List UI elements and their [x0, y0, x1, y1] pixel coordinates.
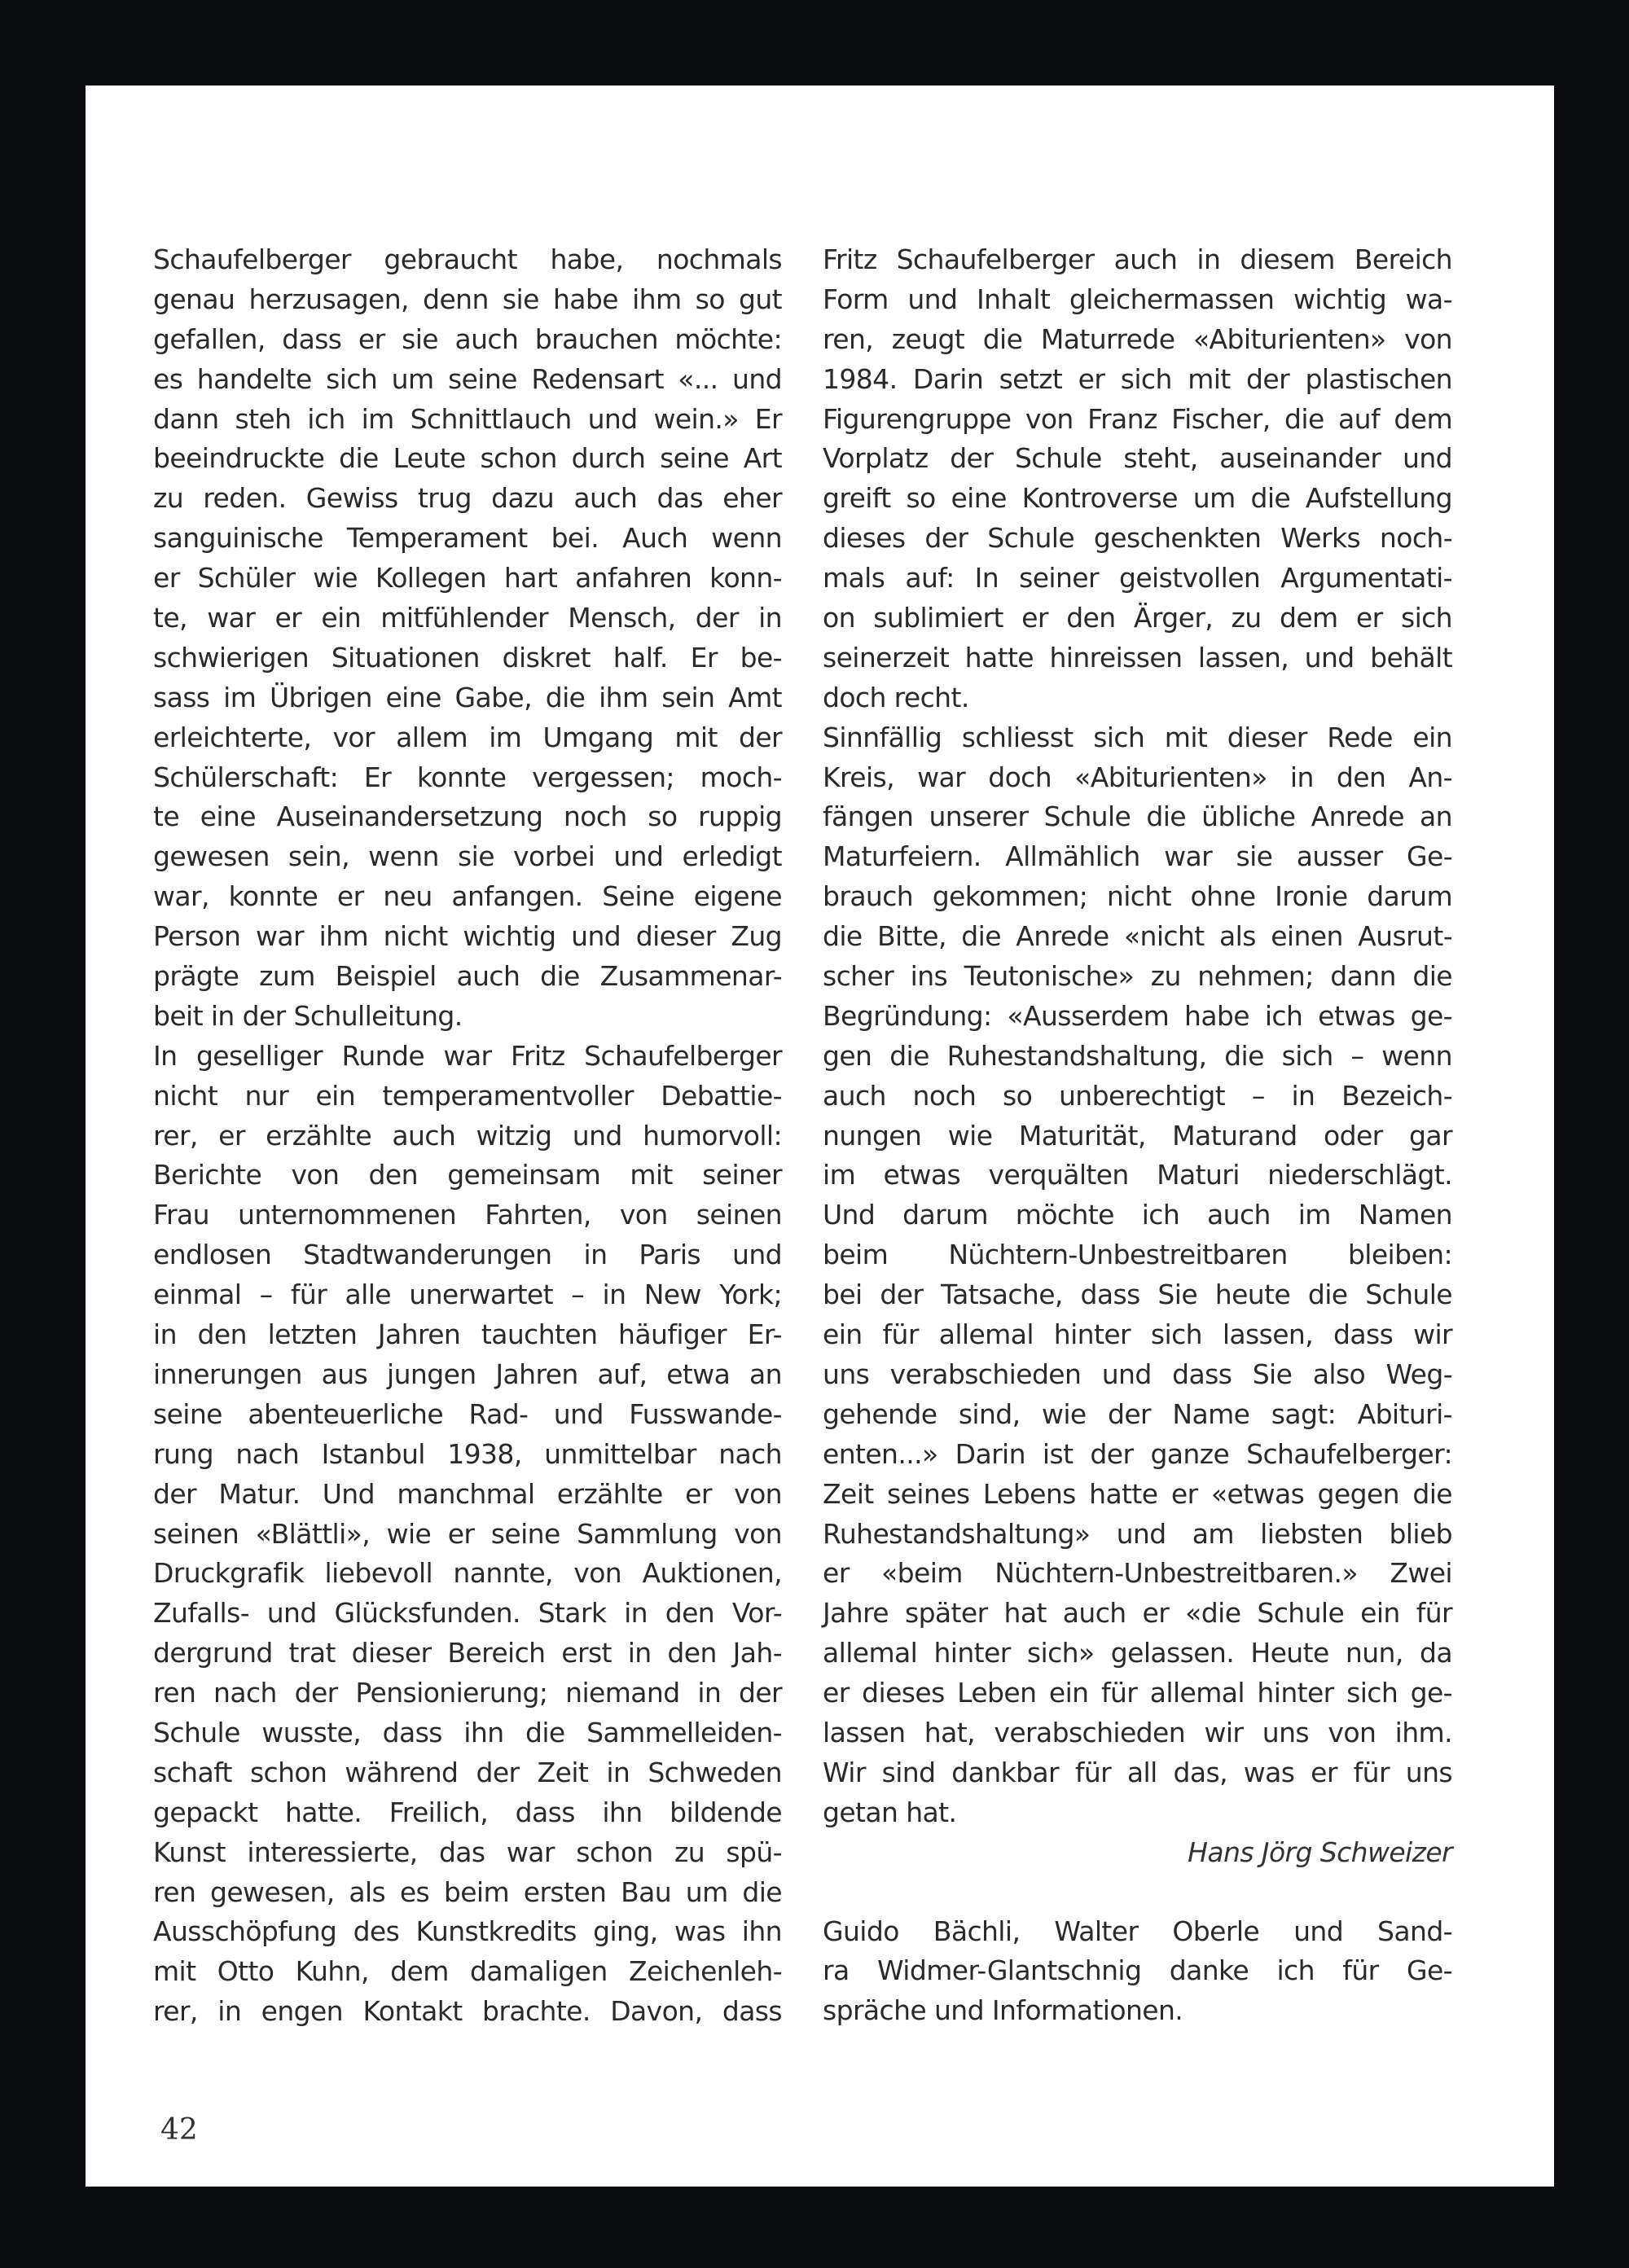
text-line: ein für allemal hinter sich lassen, dass wir [823, 1318, 1452, 1351]
text-line: Maturfeiern. Allmählich war sie ausser Ge- [823, 840, 1452, 873]
text-line: Fritz Schaufelberger auch in diesem Bereich [823, 243, 1452, 275]
text-line: scher ins Teutonische» zu nehmen; dann die [823, 960, 1452, 993]
text-line: gefallen, dass er sie auch brauchen möchte: [153, 322, 782, 355]
text-line: nicht nur ein temperamentvoller Debattie- [153, 1079, 782, 1112]
text-line: Jahre später hat auch er «die Schule ein für [823, 1597, 1452, 1630]
text-line: er «beim Nüchtern-Unbestreitbaren.» Zwei [823, 1557, 1452, 1590]
text-line: In geselliger Runde war Fritz Schaufelberger [153, 1039, 782, 1072]
text-line: Schule wusste, dass ihn die Sammelleiden- [153, 1716, 782, 1748]
text-line: bei der Tatsache, dass Sie heute die Schule [823, 1279, 1452, 1311]
text-line: gepackt hatte. Freilich, dass ihn bildende [153, 1796, 782, 1828]
text-line: dieses der Schule geschenkten Werks noch- [823, 522, 1452, 555]
text-line: on sublimiert er den Ärger, zu dem er sich [823, 602, 1452, 634]
text-line: Figurengruppe von Franz Fischer, die auf dem [823, 402, 1452, 435]
text-line: Guido Bächli, Walter Oberle und Sand- [823, 1915, 1452, 1947]
text-line: ren, zeugt die Maturrede «Abiturienten» von [823, 322, 1452, 355]
text-line: Begründung: «Ausserdem habe ich etwas ge- [823, 999, 1452, 1032]
text-line: gewesen sein, wenn sie vorbei und erledigt [153, 840, 782, 873]
text-line: lassen hat, verabschieden wir uns von ihm. [823, 1716, 1452, 1748]
page-number: 42 [160, 2113, 198, 2147]
text-line: dann steh ich im Schnittlauch und wein.» Er [153, 402, 782, 435]
text-line: prägte zum Beispiel auch die Zusammenar- [153, 960, 782, 993]
text-line: der Matur. Und manchmal erzählte er von [153, 1477, 782, 1510]
text-line: enten...» Darin ist der ganze Schaufelberger: [823, 1437, 1452, 1470]
text-line: uns verabschieden und dass Sie also Weg- [823, 1358, 1452, 1390]
text-line: in den letzten Jahren tauchten häufiger Er- [153, 1318, 782, 1351]
text-line: schwierigen Situationen diskret half. Er be- [153, 641, 782, 673]
right-column [823, 240, 1452, 2031]
text-line: te eine Auseinandersetzung noch so ruppig [153, 801, 782, 833]
text-line: ren nach der Pensionierung; niemand in der [153, 1677, 782, 1709]
text-line: die Bitte, die Anrede «nicht als einen Ausrut- [823, 920, 1452, 953]
text-line: beim Nüchtern-Unbestreitbaren bleiben: [823, 1239, 1452, 1271]
text-line: endlosen Stadtwanderungen in Paris und [153, 1239, 782, 1271]
text-line: mals auf: In seiner geistvollen Argumentati- [823, 562, 1452, 594]
text-line: beit in der Schulleitung. [153, 999, 463, 1032]
text-line: Schaufelberger gebraucht habe, nochmals [153, 243, 782, 275]
right-column-body [823, 240, 1452, 1833]
text-line: rung nach Istanbul 1938, unmittelbar nach [153, 1437, 782, 1470]
text-line: genau herzusagen, denn sie habe ihm so gut [153, 283, 782, 315]
text-line: allemal hinter sich» gelassen. Heute nun, da [823, 1637, 1452, 1669]
text-line: 1984. Darin setzt er sich mit der plastischen [823, 362, 1452, 395]
text-line: doch recht. [823, 681, 969, 713]
text-line: er Schüler wie Kollegen hart anfahren konn- [153, 562, 782, 594]
text-line: Ruhestandshaltung» und am liebsten blieb [823, 1517, 1452, 1550]
text-line: Ausschöpfung des Kunstkredits ging, was ihn [153, 1915, 782, 1948]
text-line: Zeit seines Lebens hatte er «etwas gegen die [823, 1477, 1452, 1510]
text-line: einmal – für alle unerwartet – in New York; [153, 1279, 782, 1311]
text-line: spräche und Informationen. [823, 1994, 1183, 2027]
text-line: innerungen aus jungen Jahren auf, etwa an [153, 1358, 782, 1390]
text-line: brauch gekommen; nicht ohne Ironie darum [823, 880, 1452, 913]
text-line: seine abenteuerliche Rad- und Fusswande- [153, 1397, 782, 1430]
text-line: Kreis, war doch «Abiturienten» in den An- [823, 761, 1452, 793]
text-line: fängen unserer Schule die übliche Anrede an [823, 801, 1452, 833]
text-line: Schülerschaft: Er konnte vergessen; moch- [153, 761, 782, 793]
text-line: im etwas verquälten Maturi niederschlägt. [823, 1159, 1452, 1191]
text-line: zu reden. Gewiss trug dazu auch das eher [153, 482, 782, 515]
text-line: gehende sind, wie der Name sagt: Abituri- [823, 1397, 1452, 1430]
text-line: beeindruckte die Leute schon durch seine Art [153, 442, 782, 475]
text-line: erleichterte, vor allem im Umgang mit der [153, 721, 782, 753]
text-line: gen die Ruhestandshaltung, die sich – wenn [823, 1039, 1452, 1072]
text-line: war, konnte er neu anfangen. Seine eigene [153, 880, 782, 913]
text-line: Sinnfällig schliesst sich mit dieser Rede ein [823, 721, 1452, 753]
text-line: seinen «Blättli», wie er seine Sammlung von [153, 1517, 782, 1550]
text-line: schaft schon während der Zeit in Schweden [153, 1756, 782, 1788]
left-column [153, 240, 782, 2032]
text-line: Kunst interessierte, das war schon zu spü- [153, 1836, 782, 1868]
text-line: rer, er erzählte auch witzig und humorvoll: [153, 1119, 782, 1152]
acknowledgement [823, 1912, 1452, 2032]
text-line: Vorplatz der Schule steht, auseinander und [823, 442, 1452, 475]
text-line: nungen wie Maturität, Maturand oder gar [823, 1119, 1452, 1152]
text-line: es handelte sich um seine Redensart «... und [153, 362, 782, 395]
text-line: greift so eine Kontroverse um die Aufstellung [823, 482, 1452, 515]
section-gap [823, 1873, 1452, 1912]
text-line: ren gewesen, als es beim ersten Bau um die [153, 1875, 782, 1908]
document-page [86, 86, 1554, 2187]
text-line: er dieses Leben ein für allemal hinter sich ge- [823, 1677, 1452, 1709]
text-line: getan hat. [823, 1796, 957, 1828]
text-line: rer, in engen Kontakt brachte. Davon, dass [153, 1995, 782, 2028]
text-line: te, war er ein mitfühlender Mensch, der in [153, 602, 782, 634]
text-line: dergrund trat dieser Bereich erst in den Jah- [153, 1637, 782, 1669]
text-line: Und darum möchte ich auch im Namen [823, 1199, 1452, 1231]
text-line: mit Otto Kuhn, dem damaligen Zeichenleh- [153, 1955, 782, 1988]
text-line: Form und Inhalt gleichermassen wichtig wa- [823, 283, 1452, 315]
text-line: Frau unternommenen Fahrten, von seinen [153, 1199, 782, 1231]
text-line: sanguinische Temperament bei. Auch wenn [153, 522, 782, 555]
text-line: Druckgrafik liebevoll nannte, von Auktionen, [153, 1557, 782, 1590]
text-line: Wir sind dankbar für all das, was er für uns [823, 1756, 1452, 1788]
text-line: ra Widmer-Glantschnig danke ich für Ge- [823, 1954, 1452, 1987]
text-line: seinerzeit hatte hinreissen lassen, und behält [823, 641, 1452, 673]
text-line: Berichte von den gemeinsam mit seiner [153, 1159, 782, 1191]
text-line: Zufalls- und Glücksfunden. Stark in den Vor- [153, 1597, 782, 1630]
text-line: sass im Übrigen eine Gabe, die ihm sein Amt [153, 681, 782, 713]
author-signature: Hans Jörg Schweizer [1188, 1836, 1452, 1868]
text-line: auch noch so unberechtigt – in Bezeich- [823, 1079, 1452, 1112]
text-line: Person war ihm nicht wichtig und dieser Zug [153, 920, 782, 953]
